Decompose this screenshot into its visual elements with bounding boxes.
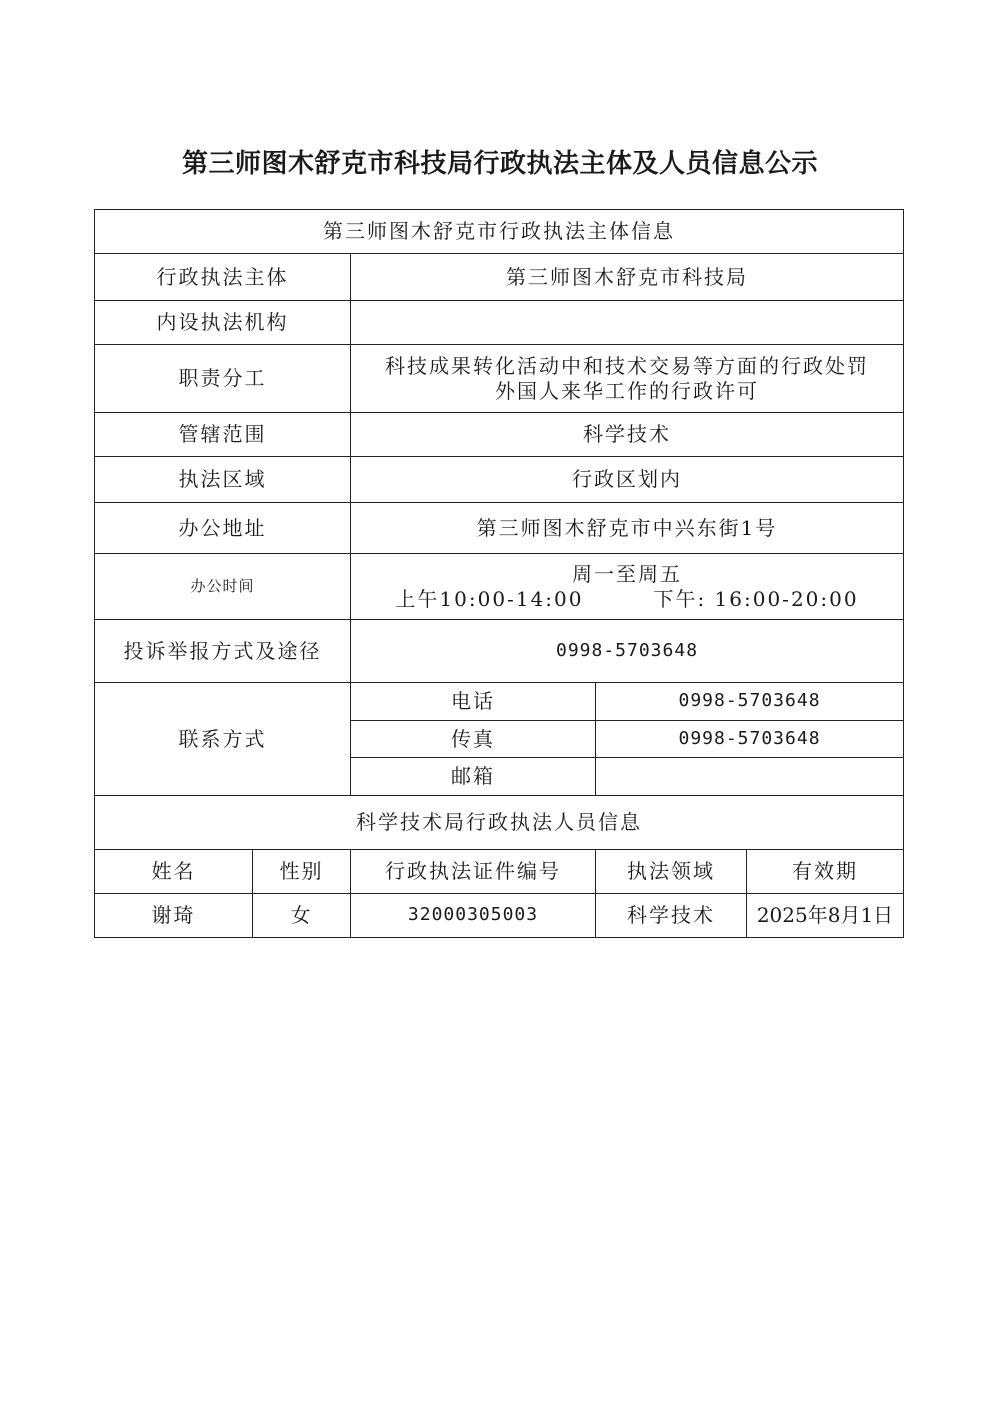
- area-label: 执法区域: [95, 457, 351, 503]
- address-label: 办公地址: [95, 503, 351, 554]
- entity-section-header-row: [95, 210, 904, 254]
- complaint-value: 0998-5703648: [351, 620, 904, 683]
- document-title: 第三师图木舒克市科技局行政执法主体及人员信息公示: [181, 149, 818, 179]
- internal-org-row: [95, 301, 904, 345]
- contact-phone-row: [95, 683, 904, 721]
- jurisdiction-value: 科学技术: [351, 413, 904, 457]
- duties-line-2: 外国人来华工作的行政许可: [495, 378, 760, 403]
- subject-value: 第三师图木舒克市科技局: [351, 254, 904, 301]
- complaint-label: 投诉举报方式及途径: [95, 620, 351, 683]
- person-field: 科学技术: [596, 894, 747, 938]
- personnel-section-header-row: [95, 796, 904, 850]
- person-gender: 女: [253, 894, 351, 938]
- hours-row: [95, 554, 904, 620]
- person-name: 谢琦: [95, 894, 253, 938]
- internal-org-label: 内设执法机构: [95, 301, 351, 345]
- col-header-name: 姓名: [95, 850, 253, 894]
- col-header-validity: 有效期: [747, 850, 904, 894]
- col-header-gender: 性别: [253, 850, 351, 894]
- person-validity: 2025年8月1日: [747, 894, 904, 938]
- personnel-section-header: 科学技术局行政执法人员信息: [95, 796, 904, 850]
- jurisdiction-label: 管辖范围: [95, 413, 351, 457]
- hours-times: [351, 587, 903, 612]
- internal-org-value: [351, 301, 904, 345]
- person-cert-no: 32000305003: [351, 894, 596, 938]
- subject-label: 行政执法主体: [95, 254, 351, 301]
- entity-section-header: 第三师图木舒克市行政执法主体信息: [95, 210, 904, 254]
- personnel-header-row: [95, 850, 904, 894]
- area-value: 行政区划内: [351, 457, 904, 503]
- duties-row: [95, 345, 904, 413]
- duties-line-1: 科技成果转化活动中和技术交易等方面的行政处罚: [385, 353, 870, 378]
- info-table: [94, 209, 904, 938]
- address-row: [95, 503, 904, 554]
- complaint-row: [95, 620, 904, 683]
- email-value: [596, 758, 904, 796]
- jurisdiction-row: [95, 413, 904, 457]
- hours-days: 周一至周五: [572, 561, 683, 586]
- phone-label: 电话: [351, 683, 596, 721]
- fax-label: 传真: [351, 721, 596, 758]
- hours-afternoon: 下午: 16:00-20:00: [653, 586, 859, 611]
- fax-value: 0998-5703648: [596, 721, 904, 758]
- hours-morning: 上午10:00-14:00: [395, 586, 584, 611]
- hours-label: 办公时间: [95, 554, 351, 620]
- address-value: 第三师图木舒克市中兴东街1号: [351, 503, 904, 554]
- contact-label: 联系方式: [95, 683, 351, 796]
- email-label: 邮箱: [351, 758, 596, 796]
- duties-label: 职责分工: [95, 345, 351, 413]
- col-header-field: 执法领域: [596, 850, 747, 894]
- table-row: [95, 894, 904, 938]
- col-header-cert-no: 行政执法证件编号: [351, 850, 596, 894]
- phone-value: 0998-5703648: [596, 683, 904, 721]
- hours-value: [351, 554, 904, 620]
- area-row: [95, 457, 904, 503]
- subject-row: [95, 254, 904, 301]
- duties-value: [351, 345, 904, 413]
